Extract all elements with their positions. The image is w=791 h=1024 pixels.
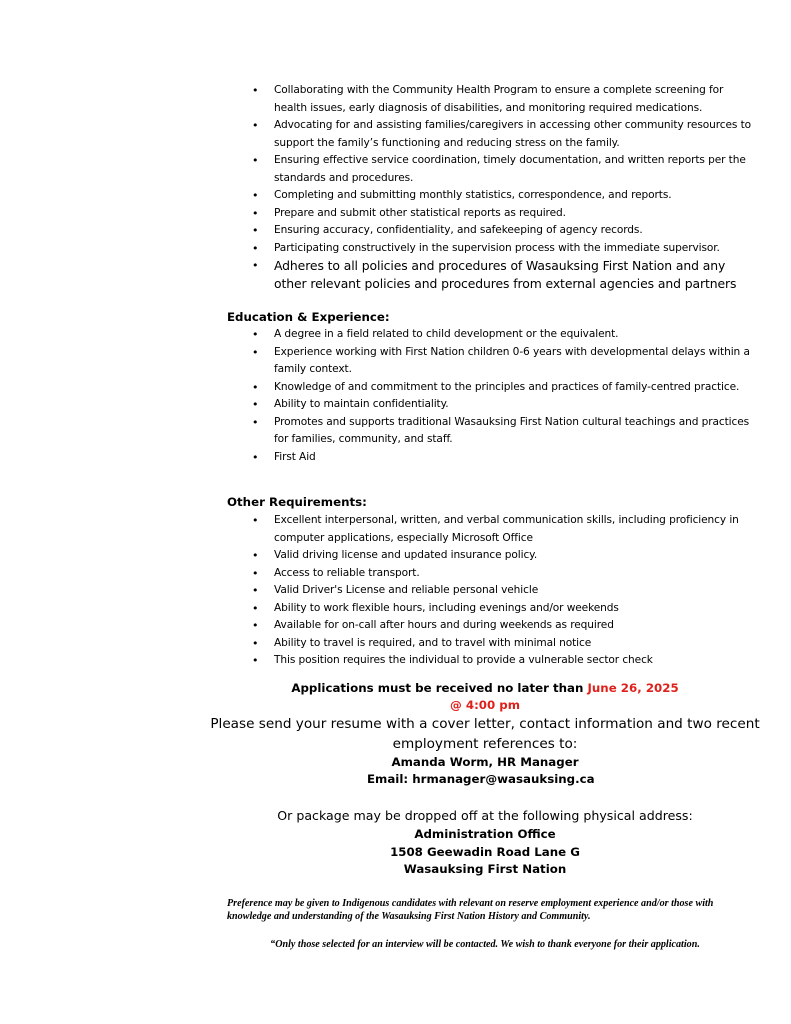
- address-line-1: Administration Office: [414, 827, 556, 841]
- list-item: • Valid Driver's License and reliable personal vehicle: [252, 582, 752, 600]
- address-line-2: 1508 Geewadin Road Lane G: [390, 845, 580, 859]
- list-item: • First Aid: [252, 449, 752, 467]
- list-item: • Ability to work flexible hours, including evenings and/or weekends: [252, 600, 752, 618]
- deadline-prefix: Applications must be received no later than: [291, 681, 588, 695]
- list-item: • A degree in a field related to child development or the equivalent.: [252, 326, 752, 344]
- deadline-line: [170, 681, 791, 695]
- list-item: • Valid driving license and updated insurance policy.: [252, 547, 752, 565]
- address-line-3: Wasauksing First Nation: [403, 862, 567, 876]
- list-item: • Prepare and submit other statistical reports as required.: [252, 205, 752, 223]
- contact-email: Email: hrmanager@wasauksing.ca: [367, 772, 595, 786]
- list-item: • Ensuring accuracy, confidentiality, and safekeeping of agency records.: [252, 222, 752, 240]
- send-instructions-line-1: Please send your resume with a cover letter, contact information and two recent: [210, 716, 760, 732]
- education-heading: Education & Experience:: [227, 310, 390, 324]
- dropoff-intro: Or package may be dropped off at the following physical address:: [277, 808, 693, 823]
- other-requirements-heading: Other Requirements:: [227, 495, 367, 509]
- list-item: • Advocating for and assisting families/caregivers in accessing other community resources to support the family’s functioning and reducing stress on the family.: [252, 117, 752, 152]
- deadline-time: @ 4:00 pm: [449, 698, 521, 712]
- list-item: • Excellent interpersonal, written, and verbal communication skills, including proficiency in computer applications, especially Microsoft Office: [252, 512, 752, 547]
- list-item: • Ability to travel is required, and to travel with minimal notice: [252, 635, 752, 653]
- duties-list: [252, 82, 752, 293]
- list-item: • Participating constructively in the supervision process with the immediate supervisor.: [252, 240, 752, 258]
- education-list: [252, 326, 752, 466]
- list-item: • This position requires the individual to provide a vulnerable sector check: [252, 652, 752, 670]
- list-item: • Available for on-call after hours and during weekends as required: [252, 617, 752, 635]
- send-instructions-line-2: employment references to:: [392, 736, 578, 752]
- list-item: • Promotes and supports traditional Wasauksing First Nation cultural teachings and practices for families, community, and staff.: [252, 414, 752, 449]
- list-item: • Knowledge of and commitment to the principles and practices of family-centred practice.: [252, 379, 752, 397]
- list-item: • Ensuring effective service coordination, timely documentation, and written reports per the standards and procedures.: [252, 152, 752, 187]
- list-item: • Completing and submitting monthly statistics, correspondence, and reports.: [252, 187, 752, 205]
- list-item: • Experience working with First Nation children 0-6 years with developmental delays within a family context.: [252, 344, 752, 379]
- contact-note: “Only those selected for an interview will be contacted. We wish to thank everyone for their application.: [270, 939, 700, 950]
- list-item: • Access to reliable transport.: [252, 565, 752, 583]
- other-requirements-list: [252, 512, 752, 670]
- preference-note: Preference may be given to Indigenous candidates with relevant on reserve employment experience and/or those with knowledge and understanding of the Wasauksing First Nation History and Community.: [227, 898, 714, 922]
- list-item: • Ability to maintain confidentiality.: [252, 396, 752, 414]
- list-item: • Adheres to all policies and procedures of Wasauksing First Nation and any other relevant policies and procedures from external agencies and partners: [252, 257, 752, 293]
- deadline-date: June 26, 2025: [587, 681, 679, 695]
- list-item: • Collaborating with the Community Health Program to ensure a complete screening for health issues, early diagnosis of disabilities, and monitoring required medications.: [252, 82, 752, 117]
- contact-name: Amanda Worm, HR Manager: [391, 755, 579, 769]
